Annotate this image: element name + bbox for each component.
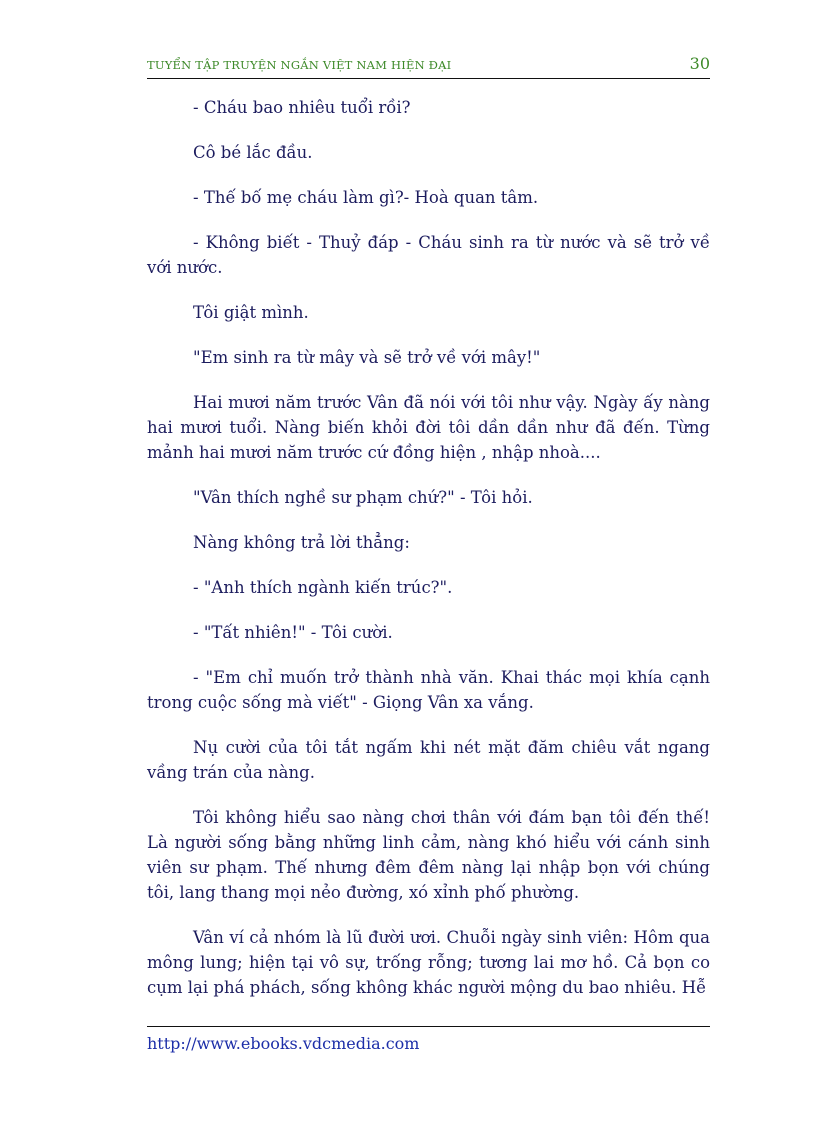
- header-divider: [147, 78, 710, 79]
- page-header: [147, 54, 710, 78]
- paragraph: - Không biết - Thuỷ đáp - Cháu sinh ra từ nước và sẽ trở về với nước.: [147, 233, 710, 277]
- paragraph: "Em sinh ra từ mây và sẽ trở về với mây!": [193, 348, 541, 367]
- paragraph: Nụ cười của tôi tắt ngấm khi nét mặt đăm chiêu vắt ngang vầng trán của nàng.: [147, 738, 710, 782]
- book-title: TUYỂN TẬP TRUYỆN NGẮN VIỆT NAM HIỆN ĐẠI: [147, 58, 452, 72]
- paragraph: Tôi giật mình.: [193, 303, 309, 322]
- page-number: 30: [689, 54, 710, 73]
- paragraph: Cô bé lắc đầu.: [193, 143, 313, 162]
- paragraph: Hai mươi năm trước Vân đã nói với tôi như vậy. Ngày ấy nàng hai mươi tuổi. Nàng biến khỏi đời tôi dần dần như đã đến. Từng mảnh hai mươi năm trước cứ đồng hiện , nhập nhoà....: [147, 393, 710, 462]
- paragraph: - "Tất nhiên!" - Tôi cười.: [193, 623, 393, 642]
- paragraph: - Cháu bao nhiêu tuổi rồi?: [193, 98, 411, 117]
- paragraph: - Thế bố mẹ cháu làm gì?- Hoà quan tâm.: [193, 188, 539, 207]
- paragraph: Vân ví cả nhóm là lũ đười ươi. Chuỗi ngày sinh viên: Hôm qua mông lung; hiện tại vô sự, trống rỗng; tương lai mơ hồ. Cả bọn co cụm lại phá phách, sống không khác người mộng du bao nhiêu. Hễ: [147, 928, 710, 997]
- story-body: [147, 95, 710, 1020]
- paragraph: - "Em chỉ muốn trở thành nhà văn. Khai thác mọi khía cạnh trong cuộc sống mà viết" - Giọng Vân xa vắng.: [147, 668, 710, 712]
- footer-divider: [147, 1026, 710, 1027]
- paragraph: "Vân thích nghề sư phạm chứ?" - Tôi hỏi.: [193, 488, 533, 507]
- paragraph: - "Anh thích ngành kiến trúc?".: [193, 578, 453, 597]
- paragraph: Nàng không trả lời thẳng:: [193, 533, 410, 552]
- paragraph: Tôi không hiểu sao nàng chơi thân với đám bạn tôi đến thế! Là người sống bằng những linh cảm, nàng khó hiểu với cánh sinh viên sư phạm. Thế nhưng đêm đêm nàng lại nhập bọn với chúng tôi, lang thang mọi nẻo đường, xó xỉnh phố phường.: [147, 808, 710, 902]
- footer-url-link[interactable]: http://www.ebooks.vdcmedia.com: [147, 1034, 420, 1053]
